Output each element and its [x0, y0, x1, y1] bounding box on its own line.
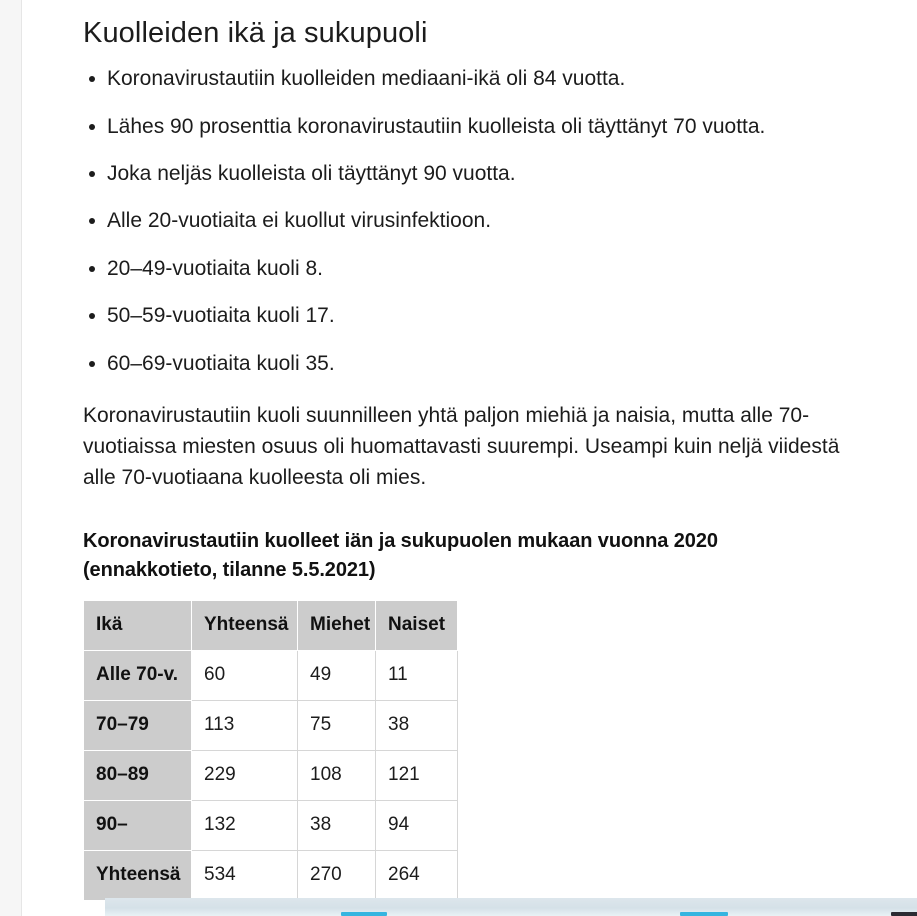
table-caption: Koronavirustautiin kuolleet iän ja sukupuolen mukaan vuonna 2020 (ennakkotieto, tilanne 5.5.2021) [83, 530, 718, 581]
key-facts-list [83, 64, 877, 378]
table-row [84, 800, 458, 850]
column-header-women: Naiset [376, 600, 458, 650]
list-item: 50–59-vuotiaita kuoli 17. [83, 301, 807, 330]
row-header-age: 70–79 [84, 700, 192, 750]
list-item: 60–69-vuotiaita kuoli 35. [83, 349, 807, 378]
list-item: 20–49-vuotiaita kuoli 8. [83, 254, 807, 283]
cell-women: 94 [376, 800, 458, 850]
cell-men: 49 [298, 650, 376, 700]
list-item: Alle 20-vuotiaita ei kuollut virusinfektioon. [83, 206, 807, 235]
table-body [84, 650, 458, 900]
taskbar-icon-dark[interactable] [891, 912, 917, 916]
taskbar-icon-cyan-left[interactable] [341, 912, 387, 916]
cell-total: 132 [192, 800, 298, 850]
column-header-age: Ikä [84, 600, 192, 650]
deaths-by-age-and-sex-table [83, 600, 458, 901]
table-row [84, 700, 458, 750]
row-header-age: 80–89 [84, 750, 192, 800]
column-header-total: Yhteensä [192, 600, 298, 650]
row-header-age: Alle 70-v. [84, 650, 192, 700]
taskbar-icon-cyan-mid[interactable] [680, 912, 728, 916]
cell-women: 264 [376, 850, 458, 900]
cell-total: 534 [192, 850, 298, 900]
cell-women: 38 [376, 700, 458, 750]
row-header-age: 90– [84, 800, 192, 850]
column-header-men: Miehet [298, 600, 376, 650]
document-page [23, 0, 917, 916]
table-row [84, 850, 458, 900]
cell-men: 108 [298, 750, 376, 800]
cell-men: 75 [298, 700, 376, 750]
body-paragraph: Koronavirustautiin kuoli suunnilleen yhtä paljon miehiä ja naisia, mutta alle 70-vuotiaissa miesten osuus oli huomattavasti suurempi. Useampi kuin neljä viidestä alle 70-vuotiaana kuolleesta oli mies. [83, 403, 840, 490]
table-header [84, 600, 458, 650]
cell-men: 270 [298, 850, 376, 900]
page-left-gutter [0, 0, 22, 916]
cell-total: 60 [192, 650, 298, 700]
cell-total: 229 [192, 750, 298, 800]
list-item: Koronavirustautiin kuolleiden mediaani-ikä oli 84 vuotta. [83, 64, 807, 93]
list-item: Joka neljäs kuolleista oli täyttänyt 90 vuotta. [83, 159, 807, 188]
table-header-row [84, 600, 458, 650]
list-item: Lähes 90 prosenttia koronavirustautiin kuolleista oli täyttänyt 70 vuotta. [83, 112, 807, 141]
row-header-total: Yhteensä [84, 850, 192, 900]
cell-total: 113 [192, 700, 298, 750]
table-row [84, 650, 458, 700]
article-content [23, 0, 917, 901]
cell-men: 38 [298, 800, 376, 850]
page-title: Kuolleiden ikä ja sukupuoli [83, 17, 428, 49]
desktop-taskbar[interactable] [105, 898, 917, 916]
cell-women: 11 [376, 650, 458, 700]
table-row [84, 750, 458, 800]
cell-women: 121 [376, 750, 458, 800]
